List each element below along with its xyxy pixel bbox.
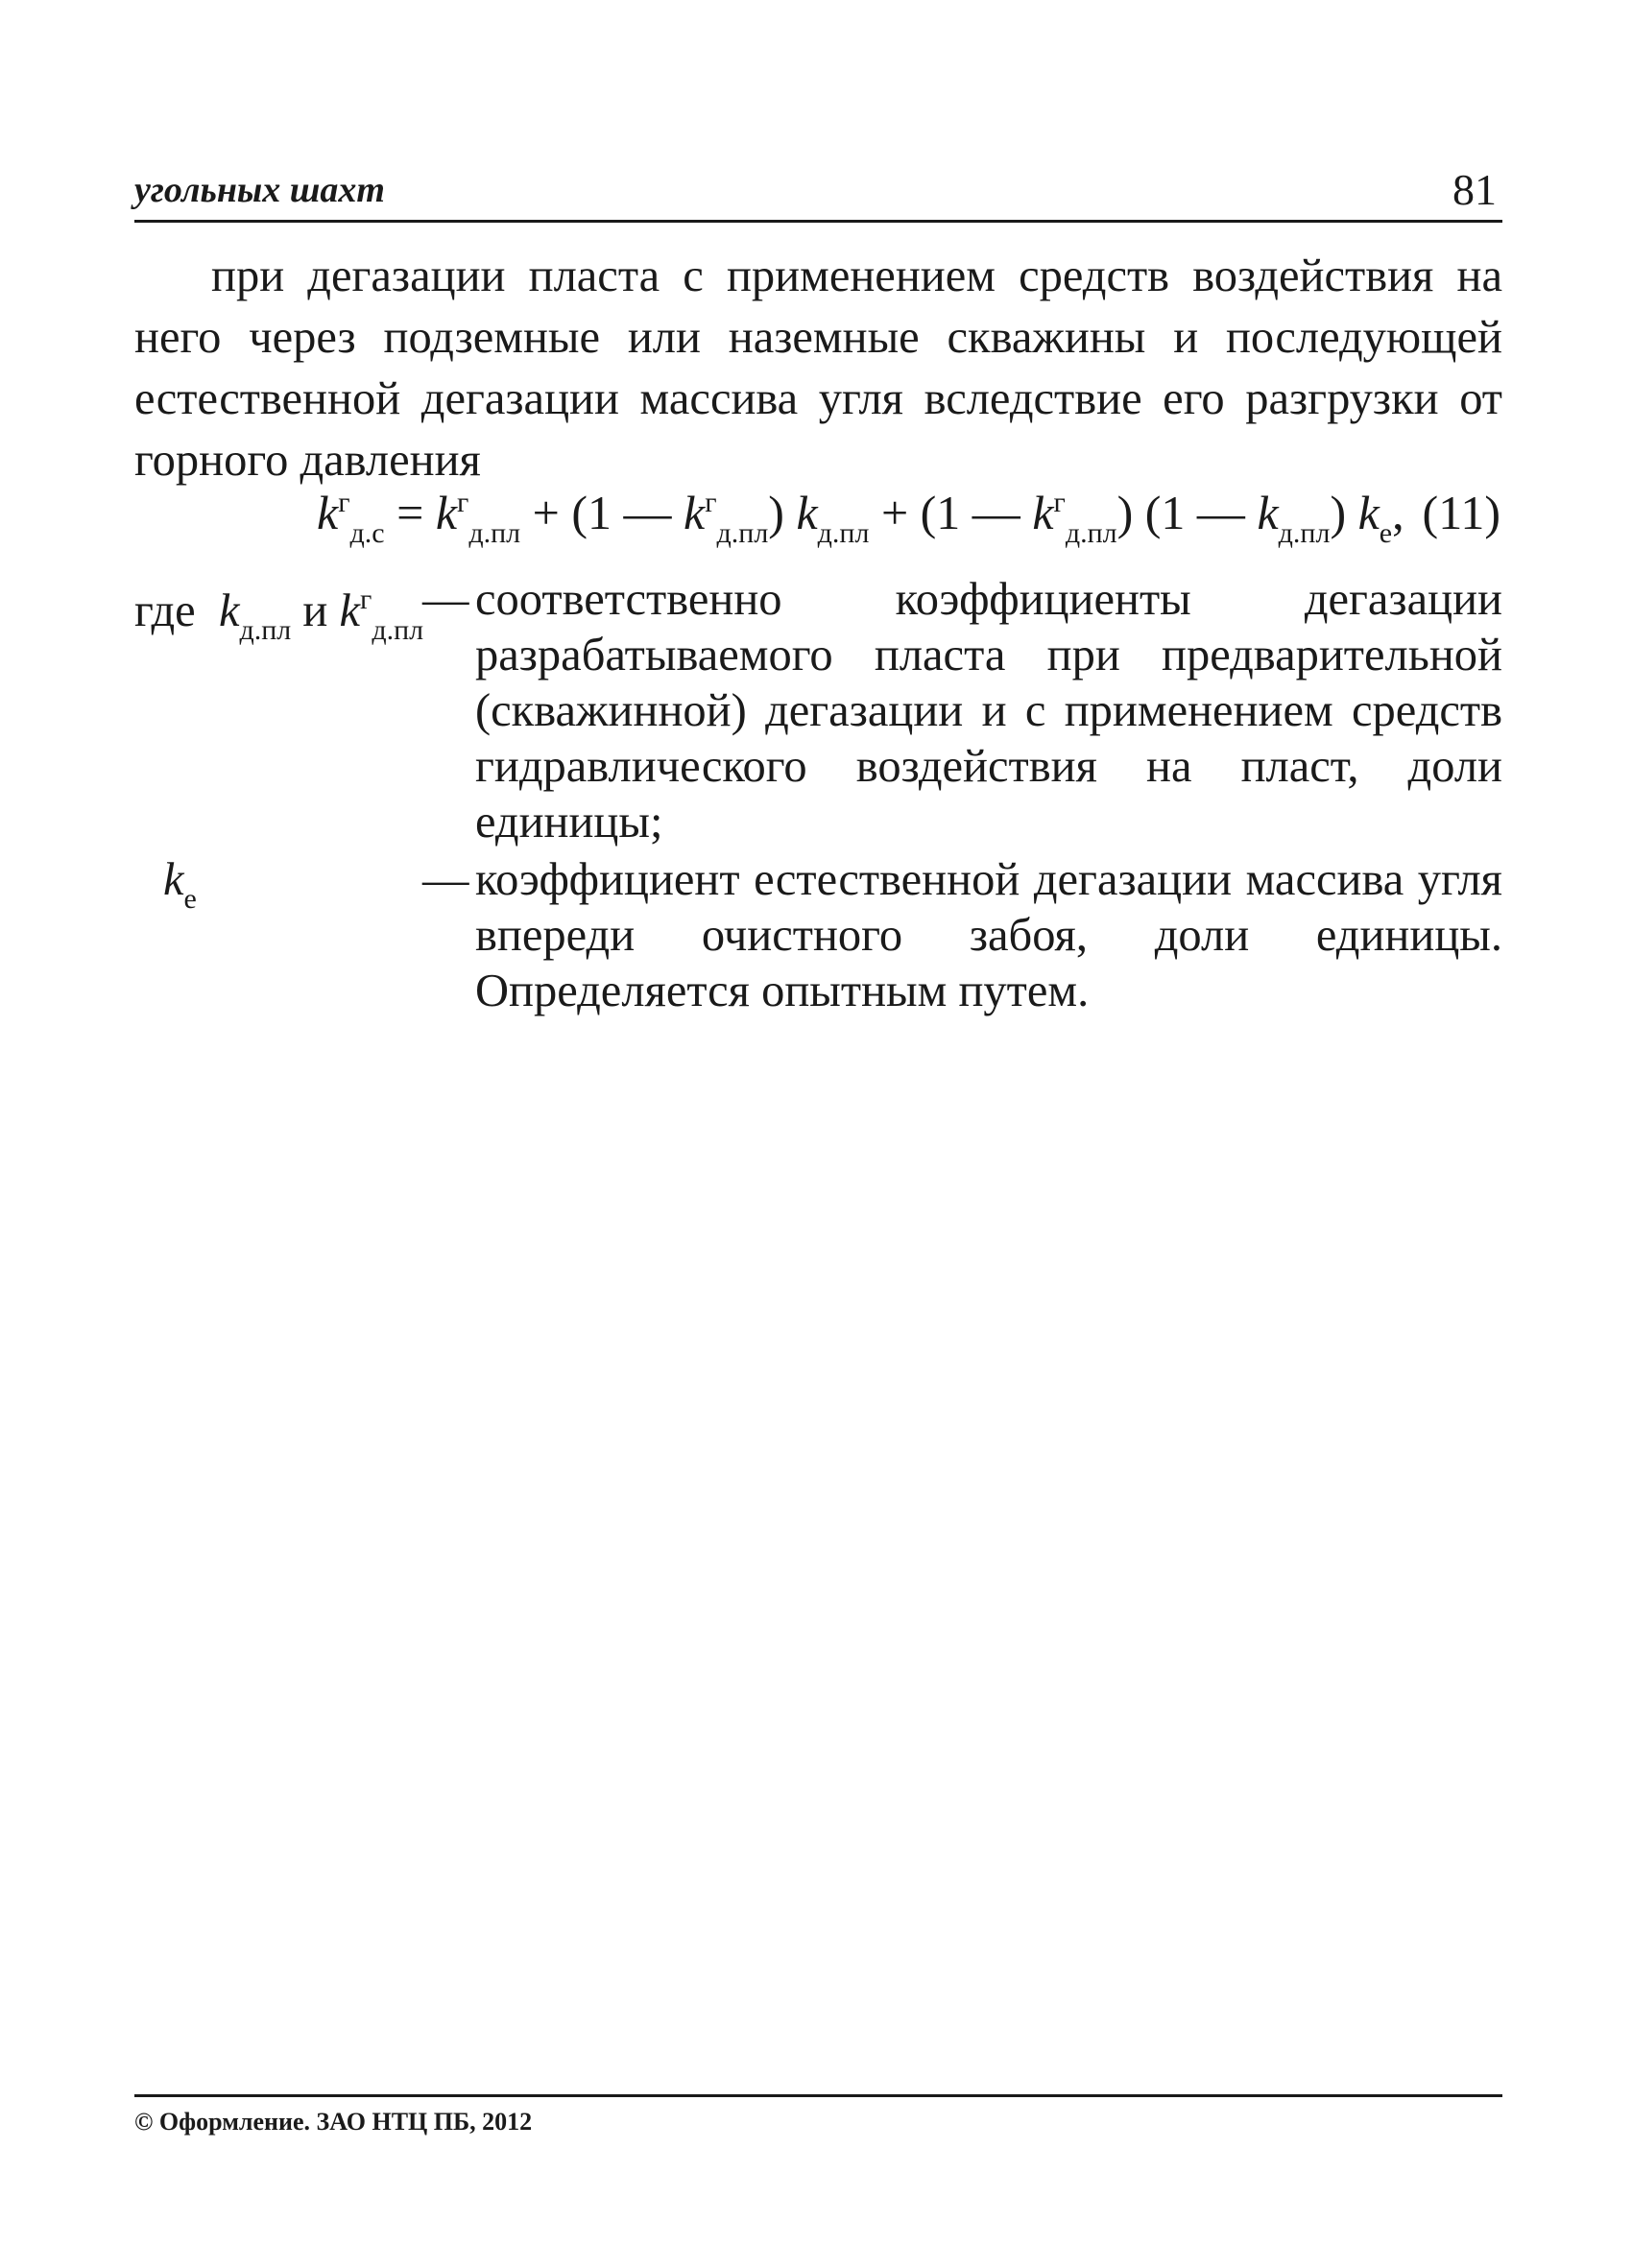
definition-1-k1: k: [218, 585, 240, 636]
formula-term5-sub: д.пл: [1278, 517, 1331, 549]
formula-lhs-sup: г: [338, 487, 350, 518]
formula-plus1: + (1 —: [520, 486, 684, 539]
body-paragraph: при дегазации пласта с применением средств воздействия на него через подземные или наземные скважины и последующей естественной дегазации массива угля вследствие его разгрузки от горного давления: [134, 251, 1502, 486]
formula-term1-sup: г: [457, 487, 469, 518]
formula-term3-sub: д.пл: [817, 517, 870, 549]
definitions: [134, 572, 1502, 1019]
definition-2-dash: —: [422, 854, 469, 905]
definition-1-text: соответственно коэффициенты дегазации разрабатываемого пласта при предварительной (скважинной) дегазации и с применением средств гидравлического воздействия на пласт, доли единицы;: [475, 574, 1502, 848]
formula-term4-k: k: [1032, 486, 1054, 539]
formula-plus2: + (1 —: [869, 486, 1033, 539]
formula-expression: [317, 485, 1404, 550]
formula-close2: ): [768, 486, 797, 539]
definition-1-and: и: [291, 585, 340, 636]
formula-term2-sup: г: [705, 487, 717, 518]
footer-copyright: © Оформление. ЗАО НТЦ ПБ, 2012: [134, 2108, 533, 2136]
formula-11: [317, 485, 1502, 561]
definition-1-k2-sup: г: [360, 584, 372, 615]
formula-lhs-sub: д.с: [349, 517, 385, 549]
formula-term6-k: k: [1357, 486, 1380, 539]
formula-term2-k: k: [683, 486, 706, 539]
definition-1-dash: —: [422, 574, 469, 625]
definition-2-text: коэффициент естественной дегазации массива угля впереди очистного забоя, доли единицы. Определяется опытным путем.: [475, 854, 1502, 1016]
running-header: [134, 165, 1502, 219]
formula-term4-sup: г: [1053, 487, 1066, 518]
formula-term2-sub: д.пл: [716, 517, 769, 549]
formula-close4: ) (1 —: [1116, 486, 1258, 539]
definition-1-k2: k: [339, 585, 361, 636]
page-number: 81: [1452, 165, 1497, 214]
formula-lhs-k: k: [317, 486, 339, 539]
formula-term1-sub: д.пл: [468, 517, 521, 549]
definition-1-k1-sub: д.пл: [239, 614, 292, 646]
where-word: где: [134, 585, 196, 636]
formula-term5-k: k: [1257, 486, 1279, 539]
running-header-title: угольных шахт: [134, 170, 385, 210]
formula-end: ,: [1392, 486, 1404, 539]
definition-1-symbols: [134, 572, 423, 658]
formula-term1-k: k: [435, 486, 458, 539]
formula-close5: ): [1330, 486, 1358, 539]
formula-term3-k: k: [796, 486, 818, 539]
definition-1-k2-sub: д.пл: [372, 614, 424, 646]
definition-row-2: [134, 852, 1502, 1019]
header-rule: [134, 220, 1502, 223]
definition-2-symbols: [163, 852, 197, 927]
definition-row-1: [134, 572, 1502, 850]
footer-rule: [134, 2094, 1502, 2097]
formula-number: (11): [1422, 486, 1500, 539]
formula-term6-sub: е: [1379, 517, 1393, 549]
definition-2-k: k: [163, 854, 184, 905]
definition-2-k-sub: е: [183, 883, 197, 915]
formula-equals: =: [384, 486, 436, 539]
formula-term4-sub: д.пл: [1065, 517, 1117, 549]
